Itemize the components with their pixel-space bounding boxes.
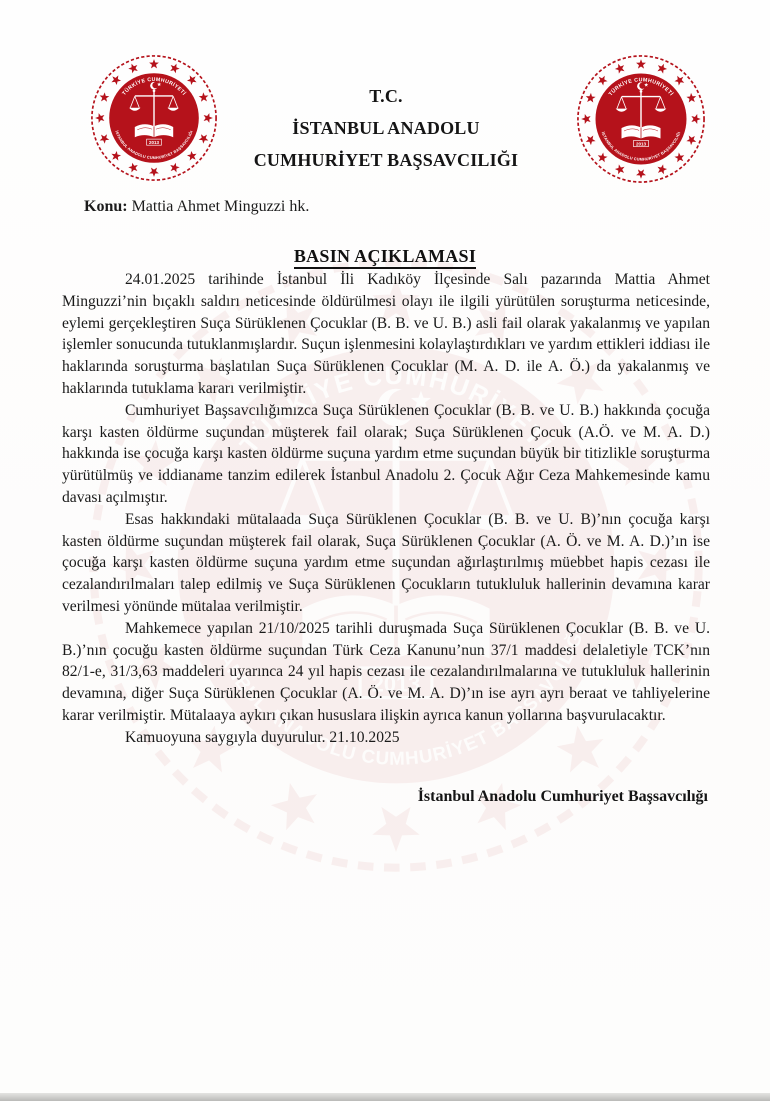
prosecutor-seal-left [90,54,218,182]
paragraph-2: Cumhuriyet Başsavcılığımızca Suça Sürüklenen Çocuklar (B. B. ve U. B.) hakkında çocuğa karşı kasten öldürme suçundan müşterek fail olarak; Suça Sürüklenen Çocuk (A.Ö. ve M. A. D.) hakkında ise çocuğa karşı kasten öldürme suçuna yardım etme suçundan büyük bir titizlikle soruşturma yürütülmüş ve iddianame tanzim edilerek İstanbul Anadolu 2. Çocuk Ağır Ceza Mahkemesinde kamu davası açılmıştır. [62,401,710,506]
prosecutor-seal-right [576,54,706,184]
subject-value: Mattia Ahmet Minguzzi hk. [131,198,310,215]
paragraph-3: Esas hakkındaki mütalaada Suça Sürüklenen Çocuklar (B. B. ve U. B)’nın çocuğa karşı kasten öldürme suçundan müşterek fail olarak, Suça Sürüklenen Çocuklar (A. Ö. ve M. A. D.)’ın ise çocuğa karşı kasten öldürme suçuna yardım etme suçundan ağırlaştırılmış müebbet hapis cezası ile cezalandırılmaları talep edilmiş ve Suça Sürüklenen Çocukların tutukluluk hallerinin devamına karar verilmesi yönünde mütalaa verilmiştir. [62,510,710,615]
letterhead-tc: T.C. [369,86,403,106]
paragraph-1: 24.01.2025 tarihinde İstanbul İli Kadıköy İlçesinde Salı pazarında Mattia Ahmet Minguzzi’nin bıçaklı saldırı neticesinde öldürülmesi olayı ile ilgili yürütülen soruşturma neticesinde, eylemi gerçekleştiren Suça Sürüklenen Çocuklar (B. B. ve U. B.) asli fail olarak yakalanmış ve yapılan işlemler sonucunda tutuklanmışlardır. Suçun işlenmesini kolaylaştırdıkları ve yardım ettikleri iddiası ile haklarında soruşturma başlatılan Suça Sürüklenen Çocuklar (M. A. D. ile A. Ö.) da yakalanmış ve haklarında tutuklama kararı verilmiştir. [62,271,710,397]
signature-line: İstanbul Anadolu Cumhuriyet Başsavcılığı [417,788,708,805]
letterhead [220,80,552,176]
subject-line [84,198,309,216]
letterhead-province: İSTANBUL ANADOLU [292,118,480,138]
subject-label: Konu: [84,198,128,215]
paragraph-closing: Kamuoyuna saygıyla duyurulur. 21.10.2025 [125,728,400,746]
letterhead-office: CUMHURİYET BAŞSAVCILIĞI [253,150,519,170]
press-release-body [62,269,710,749]
document-title-text: BASIN AÇIKLAMASI [294,246,476,269]
paragraph-4: Mahkemece yapılan 21/10/2025 tarihli duruşmada Suça Sürüklenen Çocuklar (B. B. ve U. B.)’nın çocuğu kasten öldürme suçundan Türk Ceza Kanunu’nun 37/1 maddesi delaletiyle TCK’nın 82/1-e, 31/3,63 maddeleri uyarınca 24 yıl hapis cezası ile cezalandırılmalarına ve tutukluluk hallerinin devamına, diğer Suça Sürüklenen Çocuklar (A. Ö. ve M. A. D)’ın ise ayrı ayrı beraat ve tahliyelerine karar verilmiştir. Mütalaaya aykırı çıkan hususlara ilişkin ayrıca kanun yollarına başvurulacaktır. [62,619,710,724]
scan-edge-bar [0,1093,770,1101]
document-title [0,246,770,267]
